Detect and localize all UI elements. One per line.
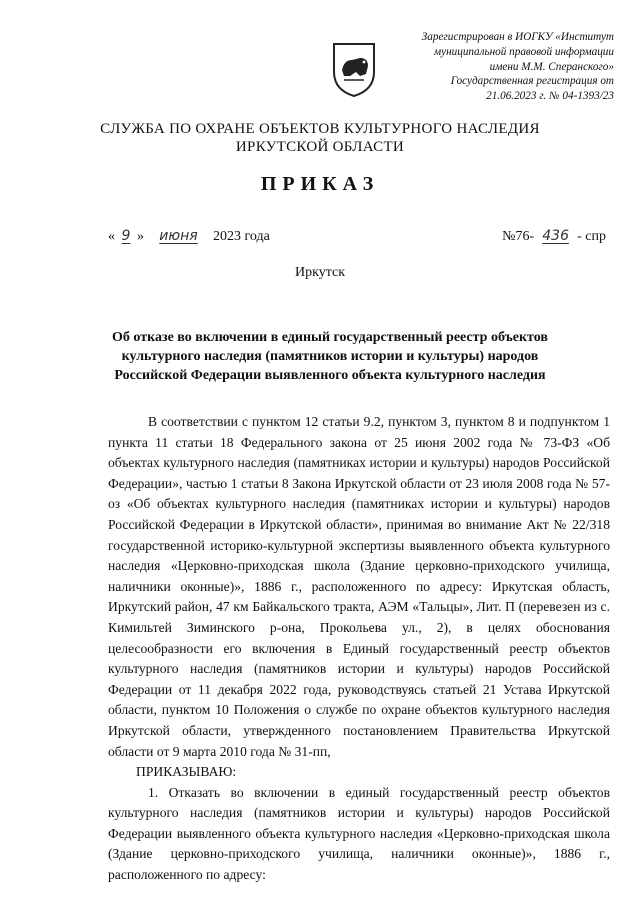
registration-line: Зарегистрирован в ИОГКУ «Институт (421, 31, 614, 43)
organization-name-line2: ИРКУТСКОЙ ОБЛАСТИ (235, 139, 405, 155)
coat-of-arms-emblem (330, 38, 378, 98)
organization-name (0, 120, 640, 156)
order-number-handwritten: 436 (542, 228, 569, 244)
registration-line: 21.06.2023 г. № 04-1393/23 (486, 90, 614, 103)
city-name: Иркутск (294, 265, 346, 280)
date-month: июня (159, 228, 198, 244)
order-date (108, 228, 270, 245)
registration-line: Государственная регистрация от (450, 75, 614, 88)
date-year: 2023 года (213, 229, 270, 244)
registration-line: имени М.М. Сперанского» (489, 60, 614, 73)
body-paragraph: В соответствии с пунктом 12 статьи 9.2, пунктом 3, пунктом 8 и подпунктом 1 пункта 11 статьи 18 Федерального закона от 25 июня 2002 года № 73-ФЗ «Об объектах культурного наследия (памятниках истории и культуры) народов Российской Федерации», частью 1 статьи 8 Закона Иркутской области от 23 июля 2008 года № 57-оз «Об объектах культурного наследия (памятниках истории и культуры) народов Российской Федерации в Иркутской области», принимая во внимание Акт № 22/318 государственной историко-культурной экспертизы выявленного объекта культурного наследия «Церковно-приходская школа (Здание церковно-приходского училища, наличники оконные)», 1886 г., расположенного по адресу: Иркутская область, Иркутский район, 47 км Байкальского тракта, АЭМ «Тальцы», Лит. П (перевезен из с. Кимильтей Зиминского р-она, Прокольева ул., 2), в целях обоснования целесообразности его включения в Единый государственный реестр объектов культурного наследия (памятников истории и культуры) народов Российской Федерации от 11 декабря 2022 года, руководствуясь статьей 21 Устава Иркутской области, пунктом 10 Положения о службе по охране объектов культурного наследия Иркутской области, утвержденного постановлением Правительства Иркутской области от 9 марта 2010 года № 31-пп, (108, 414, 610, 759)
body-paragraph: 1. Отказать во включении в единый государственный реестр объектов культурного наследия (памятников истории и культуры) народов Российской Федерации выявленного объекта культурного наследия «Церковно-приходская школа (Здание церковно-приходского училища, наличники оконные)», 1886 г., расположенного по адресу: (108, 784, 610, 883)
registration-stamp (384, 30, 614, 104)
registration-line: муниципальной правовой информации (434, 45, 614, 58)
date-day: 9 (121, 228, 131, 244)
document-title: Об отказе во включении в единый государственный реестр объектов культурного наследия (памятников истории и культуры) народов Российской Федерации выявленного объекта культурного наследия (112, 330, 548, 383)
order-number (502, 228, 606, 245)
document-body (108, 412, 610, 886)
order-number-suffix: - спр (577, 229, 606, 244)
date-open-quote: « (108, 229, 115, 244)
organization-name-line1: СЛУЖБА ПО ОХРАНЕ ОБЪЕКТОВ КУЛЬТУРНОГО НАСЛЕДИЯ (100, 121, 540, 137)
order-number-prefix: №76- (502, 229, 535, 244)
decree-word: ПРИКАЗЫВАЮ: (136, 764, 237, 780)
date-close-quote: » (137, 229, 144, 244)
document-type-heading: ПРИКАЗ (260, 173, 380, 195)
